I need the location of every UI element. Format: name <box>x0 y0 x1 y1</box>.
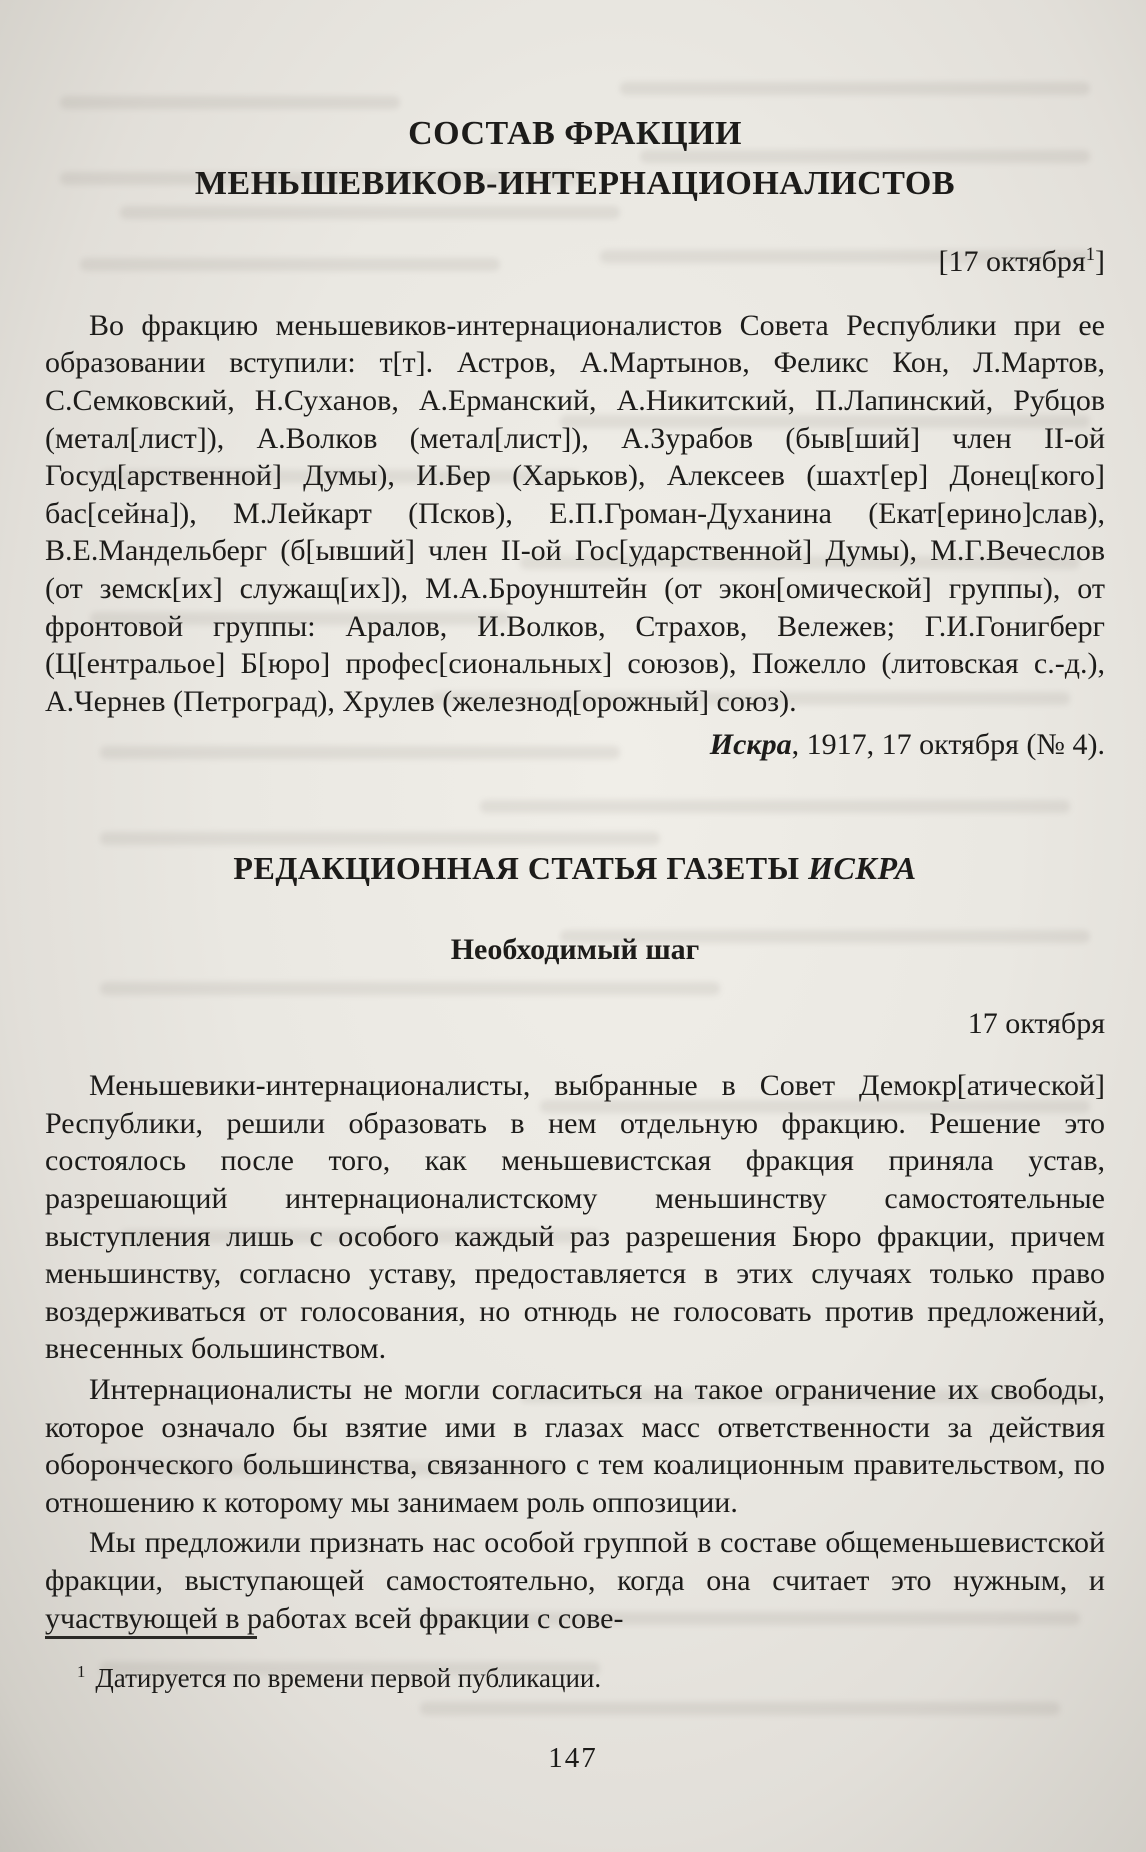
editorial-paragraph: Меньшевики-интернационалисты, выбранные в Совет Демокр[атической] Республики, решили образовать в нем отдельную фракцию. Решение это состоялось после того, как меньшевистская фракция приняла устав, разрешающий интернационалистскому меньшинству самостоятельные выступления лишь с особого каждый раз разрешения Бюро фракции, причем меньшинству, согласно уставу, предоставляется в этих случаях только право воздерживаться от голосования, но отнюдь не голосовать против предложений, внесенных большинством. <box>45 1069 1105 1366</box>
editorial-body <box>45 1067 1105 1637</box>
footnote-body: Датируется по времени первой публикации. <box>95 1663 602 1693</box>
document-title-line1: СОСТАВ ФРАКЦИИ <box>408 114 742 152</box>
source-citation-detail: , 1917, 17 октября (№ 4). <box>791 728 1105 762</box>
editorial-subheading: Необходимый шаг <box>450 933 700 967</box>
source-newspaper-name: Искра <box>709 728 792 762</box>
editorial-heading-text: РЕДАКЦИОННАЯ СТАТЬЯ ГАЗЕТЫ <box>233 850 809 887</box>
editorial-heading <box>45 850 1105 887</box>
footnote-area <box>45 1636 1105 1694</box>
page-number: 147 <box>548 1742 598 1774</box>
dateline-bracket: ] <box>1095 244 1105 278</box>
document-title-line2: МЕНЬШЕВИКОВ-ИНТЕРНАЦИОНАЛИСТОВ <box>194 164 956 202</box>
footnote-text <box>45 1663 1105 1694</box>
document-dateline <box>45 245 1105 279</box>
bleed-through-artifact <box>420 1702 1060 1715</box>
editorial-dateline: 17 октября <box>967 1007 1105 1041</box>
footnote-reference: 1 <box>1085 243 1095 265</box>
footnote-marker: 1 <box>77 1662 86 1681</box>
editorial-heading-newspaper-name: ИСКРА <box>808 850 917 887</box>
page-text-column <box>45 23 1105 1637</box>
footnote-divider <box>45 1636 257 1639</box>
composition-body-paragraph: Во фракцию меньшевиков-интернационалистов Совета Республики при ее образовании вступили: т[т]. Астров, А.Мартынов, Феликс Кон, Л.Мартов, С.Семковский, Н.Суханов, А.Ерманский, А.Никитский, П.Лапинский, Рубцов (метал[лист]), А.Волков (метал[лист]), А.Зурабов (быв[ший] член II-ой Госуд[арственной] Думы), И.Бер (Харьков), Алексеев (шахт[ер] Донец[кого] бас[сейна]), М.Лейкарт (Псков), Е.П.Громан-Духанина (Екат[ерино]слав), В.Е.Мандельберг (б[ывший] член II-ой Гос[ударственной] Думы), М.Г.Вечеслов (от земск[их] служащ[их]), М.А.Броунштейн (от экон[омической] группы), от фронтовой группы: Аралов, И.Волков, Страхов, Вележев; Г.И.Гонигберг (Ц[ентральое] Б[юро] профес[сиональных] союзов), Пожелло (литовская с.-д.), А.Чернев (Петроград), Хрулев (железнод[орожный] союз). <box>45 308 1105 718</box>
editorial-paragraph: Интернационалисты не могли согласиться на такое ограничение их свободы, которое означало бы взятие ими в глазах масс ответственности за действия оборонческого большинства, связанного с тем коалиционным правительством, по отношению к которому мы занимаем роль оппозиции. <box>45 1373 1105 1519</box>
document-title <box>45 23 1105 209</box>
dateline-text: [17 октября <box>938 244 1086 278</box>
editorial-paragraph: Мы предложили признать нас особой группой в составе общеменьшевистской фракции, выступающей самостоятельно, когда она считает это нужным, и участвующей в работах всей фракции с сове- <box>45 1526 1105 1635</box>
source-citation <box>45 728 1105 762</box>
